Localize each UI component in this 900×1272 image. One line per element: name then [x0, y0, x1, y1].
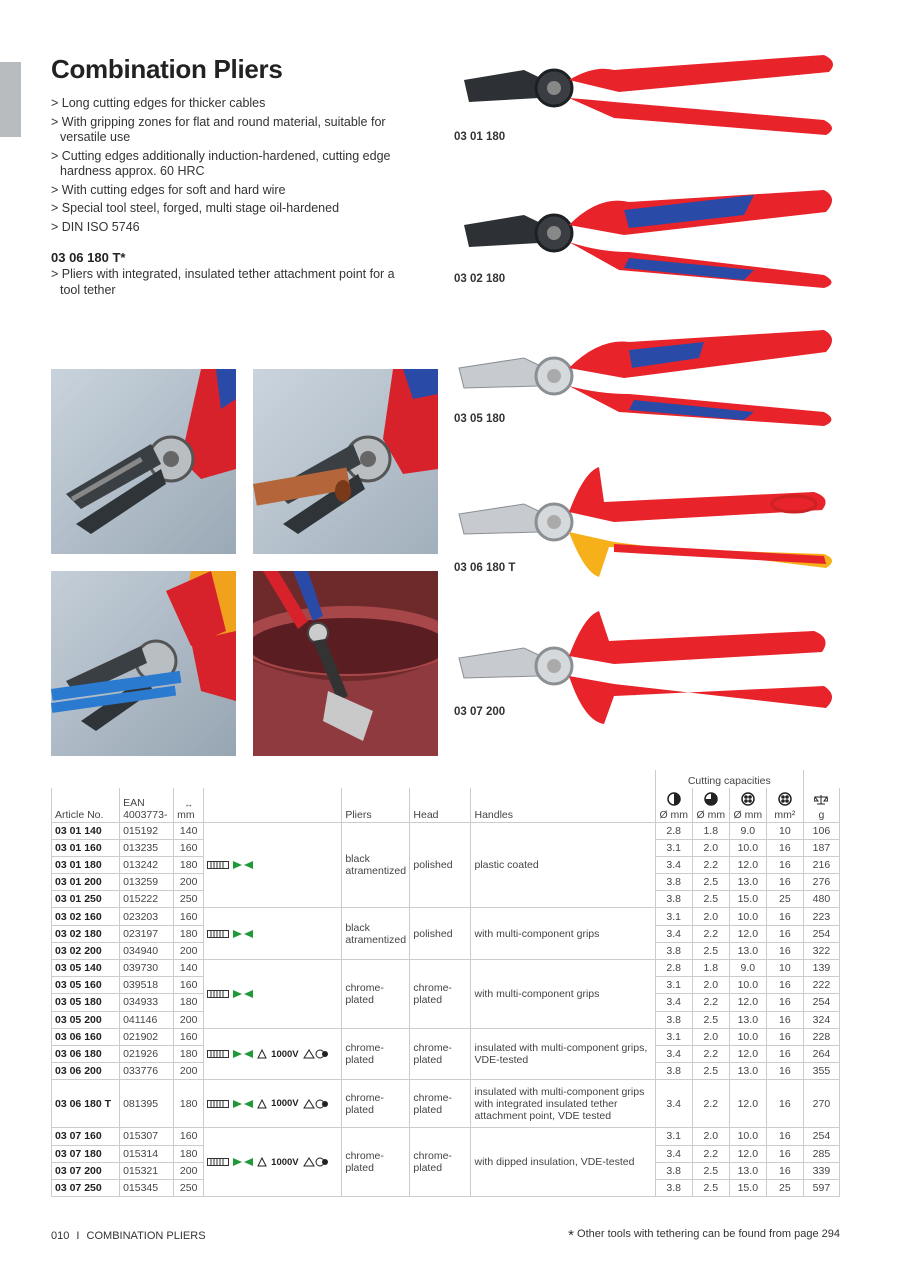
article-number: 03 06 200 — [52, 1063, 120, 1080]
ean-code: 021902 — [120, 1028, 174, 1045]
capacity-value: 3.1 — [655, 908, 692, 925]
warning-triangle-icon — [257, 1049, 267, 1059]
capacity-value: 9.0 — [729, 960, 766, 977]
pliers-finish: chrome-plated — [342, 1128, 410, 1197]
ean-code: 023197 — [120, 925, 174, 942]
capacity-value: 10.0 — [729, 977, 766, 994]
photo-cutting-wire — [51, 369, 236, 554]
capacity-value: 12.0 — [729, 925, 766, 942]
footer-separator: I — [76, 1230, 80, 1242]
capacity-value: 3.1 — [655, 977, 692, 994]
capacity-value: 222 — [803, 977, 839, 994]
feature-item: > DIN ISO 5746 — [51, 220, 396, 236]
photo-gripping-pipe — [253, 369, 438, 554]
cutting-edge-icon — [233, 929, 253, 939]
ean-code: 015307 — [120, 1128, 174, 1145]
capacity-value: 2.2 — [692, 1145, 729, 1162]
symbols-cell — [204, 1128, 342, 1197]
stranded-wire-icon — [733, 792, 763, 809]
capacity-value: 3.8 — [655, 1179, 692, 1196]
article-number: 03 06 180 T — [52, 1080, 120, 1128]
capacity-value: 3.4 — [655, 925, 692, 942]
page-number: 010 — [51, 1230, 70, 1242]
photo-bending-sheet — [253, 571, 438, 756]
capacity-value: 2.0 — [692, 1128, 729, 1145]
capacity-value: 2.0 — [692, 908, 729, 925]
capacity-value: 2.2 — [692, 994, 729, 1011]
capacity-value: 16 — [766, 942, 803, 959]
col-head: Head — [410, 788, 471, 822]
plier-image-0302180 — [454, 180, 844, 290]
capacity-value: 16 — [766, 1045, 803, 1062]
head-finish: chrome-plated — [410, 960, 471, 1029]
col-soft-wire — [655, 788, 692, 822]
vde-rating: 1000V — [271, 1098, 299, 1110]
capacity-value: 139 — [803, 960, 839, 977]
capacity-value: 12.0 — [729, 994, 766, 1011]
capacity-value: 3.1 — [655, 839, 692, 856]
handles-type: insulated with multi-component grips, VDE-tested — [471, 1028, 655, 1080]
cutting-capacities-caption: Cutting capacities — [655, 770, 803, 788]
capacity-value: 480 — [803, 891, 839, 908]
capacity-value: 10 — [766, 960, 803, 977]
capacity-value: 25 — [766, 1179, 803, 1196]
pliers-finish: chrome-plated — [342, 1028, 410, 1080]
ean-code: 021926 — [120, 1045, 174, 1062]
table-row — [52, 1028, 840, 1045]
article-number: 03 06 160 — [52, 1028, 120, 1045]
ean-code: 041146 — [120, 1011, 174, 1028]
head-finish: chrome-plated — [410, 1080, 471, 1128]
footer-page — [51, 1230, 206, 1242]
symbols-cell — [204, 822, 342, 908]
ean-code: 034933 — [120, 994, 174, 1011]
capacity-value: 16 — [766, 1011, 803, 1028]
length-value: 160 — [174, 1128, 204, 1145]
handles-type: with multi-component grips — [471, 960, 655, 1029]
article-number: 03 01 160 — [52, 839, 120, 856]
tether-feature-list — [51, 267, 396, 298]
tether-heading: 03 06 180 T* — [51, 250, 126, 265]
length-value: 160 — [174, 1028, 204, 1045]
capacity-value: 3.1 — [655, 1128, 692, 1145]
article-number: 03 02 160 — [52, 908, 120, 925]
capacity-value: 2.2 — [692, 856, 729, 873]
ean-code: 013242 — [120, 856, 174, 873]
section-tab — [0, 62, 21, 137]
capacity-value: 3.8 — [655, 1162, 692, 1179]
article-number: 03 02 200 — [52, 942, 120, 959]
vde-certification-icon — [303, 1098, 329, 1110]
table-row — [52, 908, 840, 925]
capacity-value: 322 — [803, 942, 839, 959]
symbols-cell — [204, 908, 342, 960]
capacity-value: 324 — [803, 1011, 839, 1028]
symbol-group — [207, 860, 253, 870]
length-value: 200 — [174, 874, 204, 891]
ean-code: 015321 — [120, 1162, 174, 1179]
capacity-value: 2.5 — [692, 1063, 729, 1080]
ean-code: 015345 — [120, 1179, 174, 1196]
ean-code: 015314 — [120, 1145, 174, 1162]
col-ean-line1: EAN — [123, 796, 145, 809]
plier-image-0301180 — [454, 40, 844, 140]
symbols-cell — [204, 960, 342, 1029]
length-value: 160 — [174, 839, 204, 856]
ean-code: 034940 — [120, 942, 174, 959]
length-value: 180 — [174, 1045, 204, 1062]
capacity-value: 3.8 — [655, 1011, 692, 1028]
footnote-text: Other tools with tethering can be found from page 294 — [577, 1228, 840, 1240]
vde-rating: 1000V — [271, 1048, 299, 1060]
grip-zone-icon — [207, 989, 229, 999]
ean-code: 081395 — [120, 1080, 174, 1128]
warning-triangle-icon — [257, 1157, 267, 1167]
feature-item: > With cutting edges for soft and hard wire — [51, 183, 396, 199]
section-name: COMBINATION PLIERS — [86, 1230, 206, 1242]
capacity-value: 16 — [766, 856, 803, 873]
col-weight — [803, 788, 839, 822]
symbol-group — [207, 929, 253, 939]
hard-wire-icon — [696, 792, 726, 809]
col-handles: Handles — [471, 788, 655, 822]
capacity-value: 254 — [803, 925, 839, 942]
capacity-value: 2.5 — [692, 891, 729, 908]
capacity-value: 15.0 — [729, 1179, 766, 1196]
capacity-value: 10.0 — [729, 839, 766, 856]
capacity-value: 16 — [766, 874, 803, 891]
grip-zone-icon — [207, 860, 229, 870]
length-value: 180 — [174, 1080, 204, 1128]
soft-wire-icon — [659, 792, 689, 809]
capacity-value: 16 — [766, 908, 803, 925]
capacity-value: 25 — [766, 891, 803, 908]
article-number: 03 05 160 — [52, 977, 120, 994]
capacity-value: 16 — [766, 1162, 803, 1179]
capacity-value: 106 — [803, 822, 839, 839]
length-value: 180 — [174, 1145, 204, 1162]
tether-feature: > Pliers with integrated, insulated tether attachment point for a tool tether — [51, 267, 396, 298]
capacity-value: 16 — [766, 1028, 803, 1045]
spec-table-body — [52, 822, 840, 1197]
capacity-value: 276 — [803, 874, 839, 891]
capacity-value: 2.8 — [655, 960, 692, 977]
capacity-value: 3.4 — [655, 994, 692, 1011]
pliers-finish: chrome-plated — [342, 1080, 410, 1128]
length-value: 200 — [174, 1063, 204, 1080]
capacity-value: 597 — [803, 1179, 839, 1196]
length-value: 180 — [174, 856, 204, 873]
footnote-star: * — [568, 1227, 574, 1244]
scale-icon — [807, 794, 836, 809]
table-row — [52, 822, 840, 839]
length-arrow-icon: ↔ — [184, 798, 194, 809]
article-number: 03 01 140 — [52, 822, 120, 839]
grip-zone-icon — [207, 1157, 229, 1167]
plier-image-0307200 — [454, 606, 844, 731]
product-label: 03 06 180 T — [454, 562, 516, 574]
vde-certification-icon — [303, 1156, 329, 1168]
article-number: 03 01 200 — [52, 874, 120, 891]
col-symbols — [204, 788, 342, 822]
capacity-value: 3.4 — [655, 856, 692, 873]
capacity-value: 2.8 — [655, 822, 692, 839]
cutting-edge-icon — [233, 1157, 253, 1167]
handles-type: plastic coated — [471, 822, 655, 908]
handles-type: with dipped insulation, VDE-tested — [471, 1128, 655, 1197]
capacity-value: 2.5 — [692, 942, 729, 959]
head-finish: polished — [410, 908, 471, 960]
vde-certification-icon — [303, 1048, 329, 1060]
symbol-group — [207, 1156, 328, 1168]
col-ean-line2: 4003773- — [123, 808, 168, 821]
ean-code: 013259 — [120, 874, 174, 891]
spec-table — [51, 770, 840, 1197]
capacity-value: 10.0 — [729, 1128, 766, 1145]
capacity-value: 13.0 — [729, 1011, 766, 1028]
head-finish: chrome-plated — [410, 1028, 471, 1080]
feature-item: > Special tool steel, forged, multi stage oil-hardened — [51, 201, 396, 217]
capacity-value: 2.5 — [692, 1162, 729, 1179]
article-number: 03 02 180 — [52, 925, 120, 942]
cross-section-icon — [770, 792, 800, 809]
length-value: 160 — [174, 908, 204, 925]
capacity-value: 16 — [766, 994, 803, 1011]
capacity-value: 254 — [803, 1128, 839, 1145]
col-cross-section — [766, 788, 803, 822]
symbol-group — [207, 1098, 328, 1110]
grip-zone-icon — [207, 1049, 229, 1059]
capacity-value: 12.0 — [729, 856, 766, 873]
capacity-value: 3.8 — [655, 1063, 692, 1080]
article-number: 03 01 250 — [52, 891, 120, 908]
capacity-value: 1.8 — [692, 822, 729, 839]
article-number: 03 07 250 — [52, 1179, 120, 1196]
col-pliers: Pliers — [342, 788, 410, 822]
article-number: 03 06 180 — [52, 1045, 120, 1062]
capacity-value: 285 — [803, 1145, 839, 1162]
head-finish: chrome-plated — [410, 1128, 471, 1197]
symbol-group — [207, 989, 253, 999]
vde-rating: 1000V — [271, 1156, 299, 1168]
col-stranded-wire — [729, 788, 766, 822]
capacity-value: 16 — [766, 1128, 803, 1145]
capacity-value: 254 — [803, 994, 839, 1011]
capacity-value: 3.4 — [655, 1080, 692, 1128]
feature-list — [51, 96, 396, 238]
article-number: 03 07 200 — [52, 1162, 120, 1179]
col-soft-wire-unit: Ø mm — [659, 808, 689, 821]
capacity-value: 9.0 — [729, 822, 766, 839]
col-stranded-wire-unit: Ø mm — [733, 808, 763, 821]
capacity-value: 2.2 — [692, 925, 729, 942]
capacity-value: 15.0 — [729, 891, 766, 908]
article-number: 03 07 180 — [52, 1145, 120, 1162]
cutting-edge-icon — [233, 1099, 253, 1109]
capacity-value: 10.0 — [729, 908, 766, 925]
feature-item: > With gripping zones for flat and round material, suitable for versatile use — [51, 115, 396, 146]
capacity-value: 3.8 — [655, 942, 692, 959]
product-label: 03 07 200 — [454, 706, 506, 718]
cutting-edge-icon — [233, 860, 253, 870]
head-finish: polished — [410, 822, 471, 908]
capacity-value: 339 — [803, 1162, 839, 1179]
product-label: 03 05 180 — [454, 413, 506, 425]
photo-gripping-cable — [51, 571, 236, 756]
capacity-value: 216 — [803, 856, 839, 873]
capacity-value: 2.5 — [692, 874, 729, 891]
symbols-cell — [204, 1028, 342, 1080]
col-weight-unit: g — [818, 808, 825, 821]
pliers-finish: black atramentized — [342, 908, 410, 960]
capacity-value: 223 — [803, 908, 839, 925]
length-value: 250 — [174, 891, 204, 908]
table-row — [52, 1080, 840, 1128]
ean-code: 039518 — [120, 977, 174, 994]
capacity-value: 16 — [766, 925, 803, 942]
cutting-edge-icon — [233, 989, 253, 999]
capacity-value: 16 — [766, 1080, 803, 1128]
capacity-value: 13.0 — [729, 1063, 766, 1080]
col-cross-section-unit: mm² — [774, 808, 796, 821]
grip-zone-icon — [207, 1099, 229, 1109]
capacity-value: 270 — [803, 1080, 839, 1128]
col-length — [174, 788, 204, 822]
capacity-value: 2.2 — [692, 1080, 729, 1128]
capacity-value: 12.0 — [729, 1045, 766, 1062]
capacity-value: 2.5 — [692, 1179, 729, 1196]
length-value: 140 — [174, 960, 204, 977]
col-article: Article No. — [52, 788, 120, 822]
feature-item: > Long cutting edges for thicker cables — [51, 96, 396, 112]
length-value: 200 — [174, 1011, 204, 1028]
capacity-value: 2.0 — [692, 1028, 729, 1045]
length-value: 140 — [174, 822, 204, 839]
capacity-value: 264 — [803, 1045, 839, 1062]
footer-note — [568, 1227, 840, 1244]
capacity-value: 3.1 — [655, 1028, 692, 1045]
handles-type: insulated with multi-component grips with integrated insulated tether attachment point, VDE tested — [471, 1080, 655, 1128]
col-hard-wire-unit: Ø mm — [696, 808, 726, 821]
product-label: 03 02 180 — [454, 273, 506, 285]
ean-code: 023203 — [120, 908, 174, 925]
length-value: 180 — [174, 994, 204, 1011]
capacity-value: 3.8 — [655, 874, 692, 891]
pliers-finish: chrome-plated — [342, 960, 410, 1029]
warning-triangle-icon — [257, 1099, 267, 1109]
table-row — [52, 960, 840, 977]
capacity-value: 13.0 — [729, 1162, 766, 1179]
capacity-value: 13.0 — [729, 874, 766, 891]
ean-code: 015192 — [120, 822, 174, 839]
article-number: 03 05 200 — [52, 1011, 120, 1028]
capacity-value: 187 — [803, 839, 839, 856]
grip-zone-icon — [207, 929, 229, 939]
cutting-edge-icon — [233, 1049, 253, 1059]
capacity-value: 16 — [766, 1145, 803, 1162]
length-value: 200 — [174, 1162, 204, 1179]
handles-type: with multi-component grips — [471, 908, 655, 960]
article-number: 03 07 160 — [52, 1128, 120, 1145]
ean-code: 033776 — [120, 1063, 174, 1080]
product-label: 03 01 180 — [454, 131, 506, 143]
symbol-group — [207, 1048, 328, 1060]
length-value: 180 — [174, 925, 204, 942]
plier-image-0305180 — [454, 320, 844, 430]
capacity-value: 3.8 — [655, 891, 692, 908]
length-value: 160 — [174, 977, 204, 994]
capacity-value: 2.5 — [692, 1011, 729, 1028]
col-length-unit: mm — [177, 808, 195, 821]
ean-code: 013235 — [120, 839, 174, 856]
capacity-value: 10.0 — [729, 1028, 766, 1045]
ean-code: 015222 — [120, 891, 174, 908]
col-ean — [120, 788, 174, 822]
col-hard-wire — [692, 788, 729, 822]
pliers-finish: black atramentized — [342, 822, 410, 908]
length-value: 200 — [174, 942, 204, 959]
article-number: 03 05 140 — [52, 960, 120, 977]
capacity-value: 16 — [766, 839, 803, 856]
capacity-value: 13.0 — [729, 942, 766, 959]
capacity-value: 10 — [766, 822, 803, 839]
capacity-value: 12.0 — [729, 1080, 766, 1128]
capacity-value: 1.8 — [692, 960, 729, 977]
article-number: 03 01 180 — [52, 856, 120, 873]
capacity-value: 2.0 — [692, 839, 729, 856]
table-row — [52, 1128, 840, 1145]
article-number: 03 05 180 — [52, 994, 120, 1011]
page-title: Combination Pliers — [51, 54, 283, 84]
capacity-value: 228 — [803, 1028, 839, 1045]
capacity-value: 12.0 — [729, 1145, 766, 1162]
capacity-value: 355 — [803, 1063, 839, 1080]
capacity-value: 16 — [766, 977, 803, 994]
length-value: 250 — [174, 1179, 204, 1196]
capacity-value: 16 — [766, 1063, 803, 1080]
capacity-value: 2.2 — [692, 1045, 729, 1062]
ean-code: 039730 — [120, 960, 174, 977]
capacity-value: 2.0 — [692, 977, 729, 994]
symbols-cell — [204, 1080, 342, 1128]
capacity-value: 3.4 — [655, 1045, 692, 1062]
capacity-value: 3.4 — [655, 1145, 692, 1162]
feature-item: > Cutting edges additionally induction-hardened, cutting edge hardness approx. 60 HRC — [51, 149, 396, 180]
